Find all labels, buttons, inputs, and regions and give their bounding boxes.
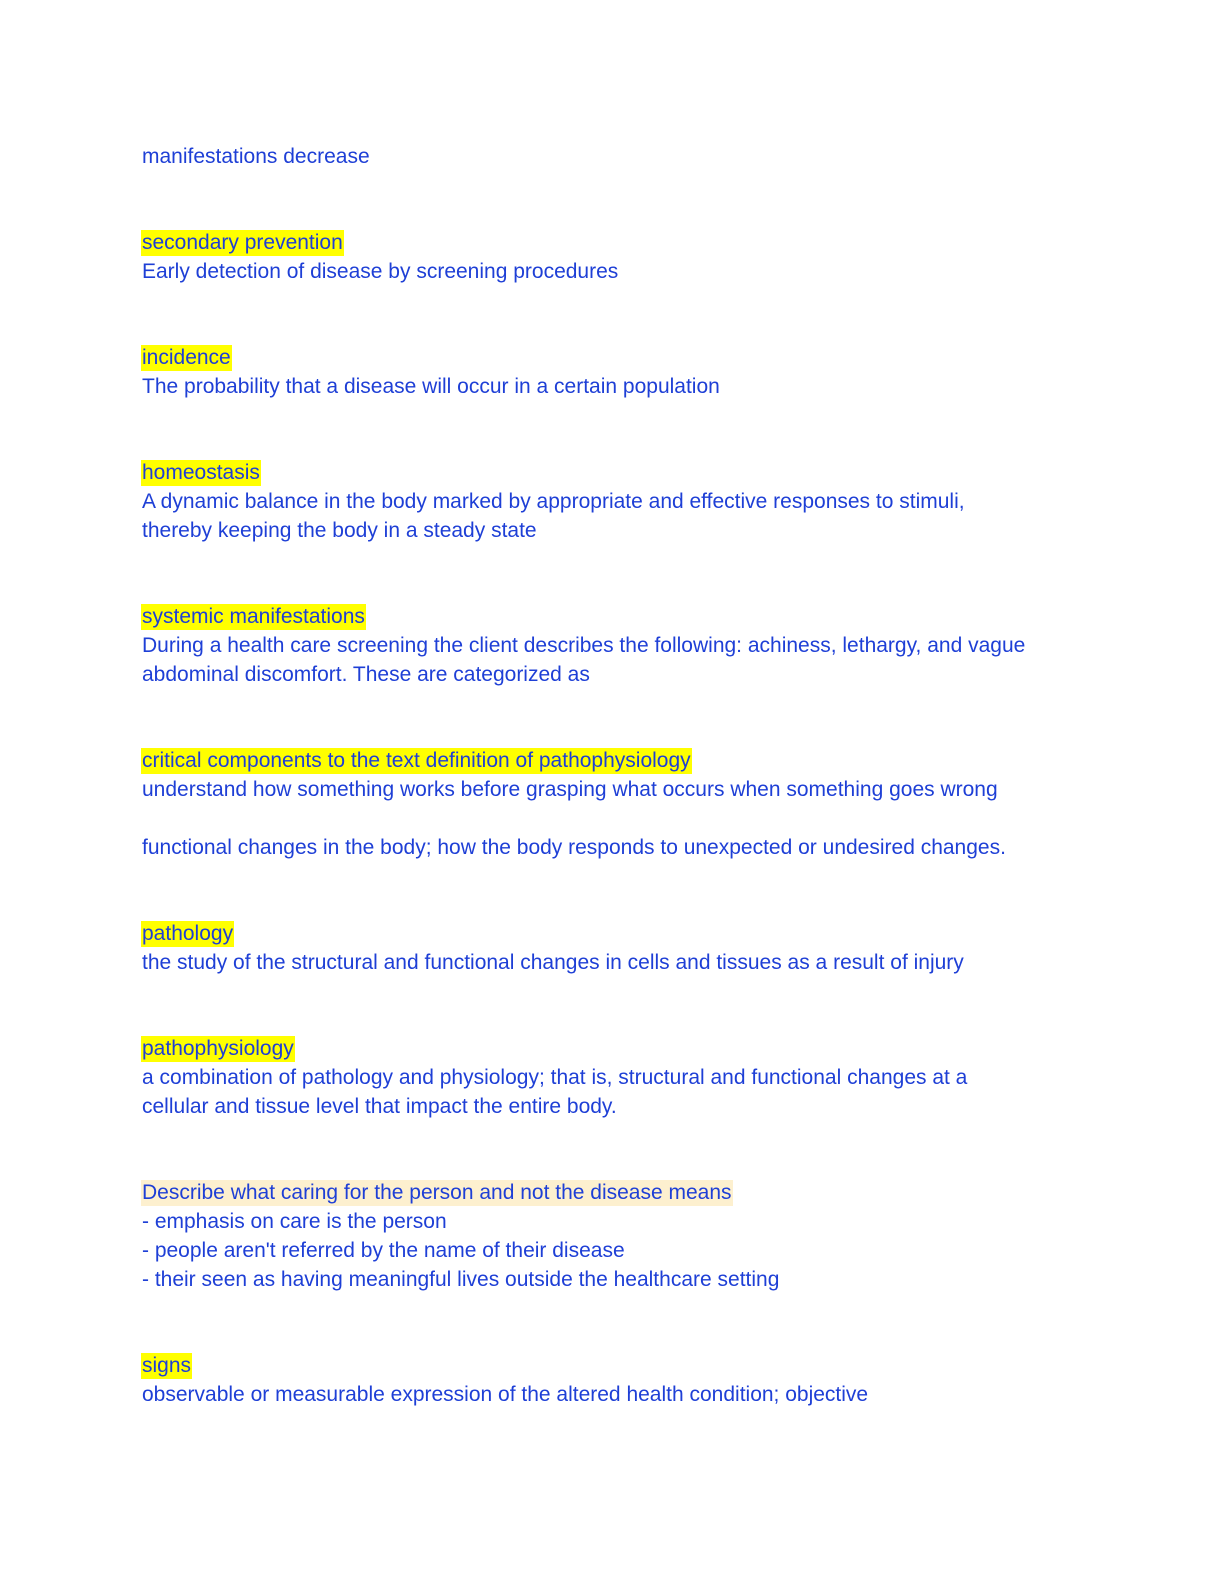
definition-line: - their seen as having meaningful lives outside the healthcare setting — [142, 1268, 780, 1291]
flashcard-pathology — [142, 919, 1082, 977]
definition-line: - emphasis on care is the person — [142, 1210, 447, 1233]
definition-line: understand how something works before grasping what occurs when something goes wrong — [142, 778, 998, 801]
term-highlight: incidence — [142, 346, 231, 369]
term-highlight: homeostasis — [142, 461, 260, 484]
term-highlight: signs — [142, 1354, 192, 1377]
definition-line: a combination of pathology and physiology; that is, structural and functional changes at a — [142, 1066, 968, 1089]
definition-line: the study of the structural and functional changes in cells and tissues as a result of injury — [142, 951, 964, 974]
definition-line: During a health care screening the client describes the following: achiness, lethargy, and vague — [142, 634, 1026, 657]
blank-line — [142, 804, 1082, 833]
definition-line: thereby keeping the body in a steady state — [142, 519, 537, 542]
term-highlight: pathology — [142, 922, 234, 945]
intro-text: manifestations decrease — [142, 145, 370, 168]
flashcard-homeostasis — [142, 458, 1082, 545]
flashcard-secondary-prevention — [142, 228, 1082, 286]
term-highlight: Describe what caring for the person and not the disease means — [142, 1181, 732, 1204]
flashcard-systemic-manifestations — [142, 602, 1082, 689]
definition-line: cellular and tissue level that impact the entire body. — [142, 1095, 617, 1118]
definition-line: A dynamic balance in the body marked by appropriate and effective responses to stimuli, — [142, 490, 965, 513]
definition-line: The probability that a disease will occur in a certain population — [142, 375, 720, 398]
term-highlight: critical components to the text definition of pathophysiology — [142, 749, 691, 772]
definition-line: observable or measurable expression of the altered health condition; objective — [142, 1383, 869, 1406]
definition-line: Early detection of disease by screening procedures — [142, 260, 619, 283]
definition-line: - people aren't referred by the name of their disease — [142, 1239, 625, 1262]
definition-line: functional changes in the body; how the body responds to unexpected or undesired changes. — [142, 836, 1006, 859]
flashcard-signs — [142, 1351, 1082, 1409]
definition-line: abdominal discomfort. These are categorized as — [142, 663, 590, 686]
document-content — [142, 142, 1082, 1466]
flashcard-incidence — [142, 343, 1082, 401]
term-highlight: systemic manifestations — [142, 605, 365, 628]
flashcard-pathophysiology — [142, 1034, 1082, 1121]
term-highlight: secondary prevention — [142, 231, 343, 254]
term-highlight: pathophysiology — [142, 1037, 294, 1060]
flashcard-caring-for-person — [142, 1178, 1082, 1294]
flashcard-pathophysiology-components — [142, 746, 1082, 862]
